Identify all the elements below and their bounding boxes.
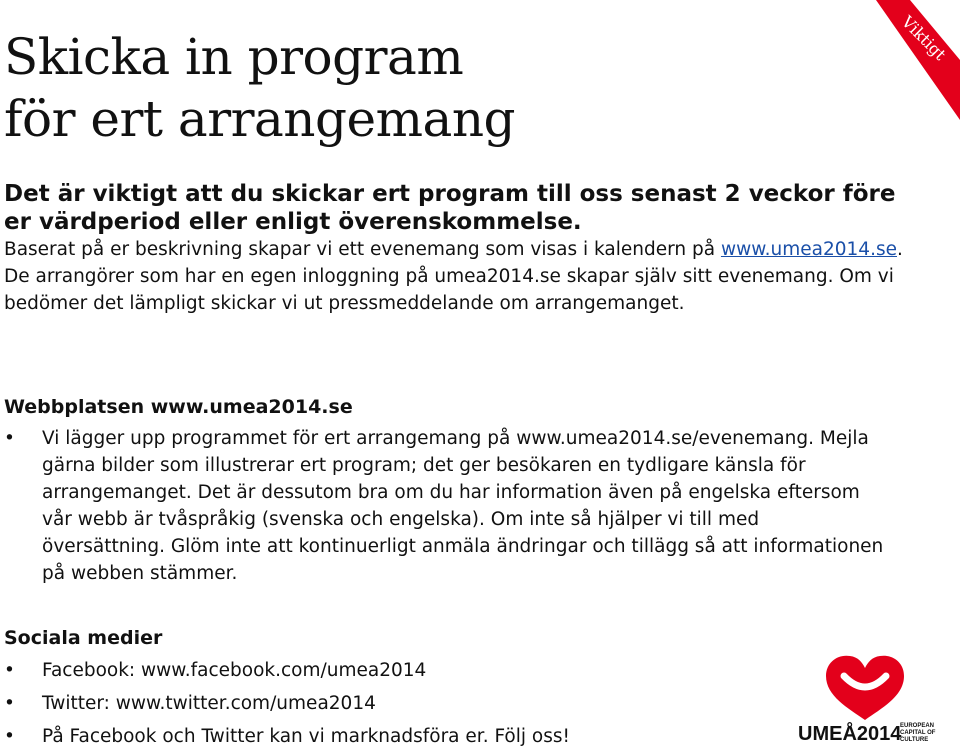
intro-section [4,180,904,317]
list-item: • Twitter: www.twitter.com/umea2014 [4,690,764,717]
intro-text-1: Baserat på er beskrivning skapar vi ett evenemang som visas i kalendern på [4,239,721,260]
umea2014-logo [790,650,940,746]
intro-text-2: . De arrangörer som har en egen inloggning på umea2014.se skapar själv sitt evenemang. Om vi bedömer det lämpligt skickar vi ut pressmeddelande om arrangemanget. [4,239,903,314]
social-section-list [4,657,764,750]
list-item: • På Facebook och Twitter kan vi marknadsföra er. Följ oss! [4,723,764,750]
logo-tagline-3: CULTURE [900,737,929,743]
corner-ribbon-label: Viktigt [897,12,950,65]
umea2014-link[interactable]: www.umea2014.se [720,239,897,260]
list-item: • Facebook: www.facebook.com/umea2014 [4,657,764,684]
page-title-line-2: för ert arrangemang [4,90,516,148]
page-title [4,26,515,150]
social-section-heading: Sociala medier [4,627,163,649]
logo-wordmark: UMEÅ2014 [798,723,902,745]
logo-tagline-2: CAPITAL OF [900,730,936,736]
intro-lead: Det är viktigt att du skickar ert program till oss senast 2 veckor före er värdperiod eller enligt överenskommelse. [4,181,896,235]
web-section-heading: Webbplatsen www.umea2014.se [4,396,353,418]
page-title-line-1: Skicka in program [4,28,464,86]
corner-ribbon [830,0,960,120]
logo-tagline-1: EUROPEAN [900,723,935,729]
list-item: • Vi lägger upp programmet för ert arrangemang på www.umea2014.se/evenemang. Mejla gärna bilder som illustrerar ert program; det ger besökaren en tydligare känsla för arrangemanget. Det är dessutom bra om du har information även på engelska eftersom vår webb är tvåspråkig (svenska och engelska). Om inte så hjälper vi till med översättning. Glöm inte att kontinuerligt anmäla ändringar och tillägg så att informationen på webben stämmer. [4,425,884,587]
intro-paragraph [4,236,904,317]
web-section-list [4,425,884,587]
